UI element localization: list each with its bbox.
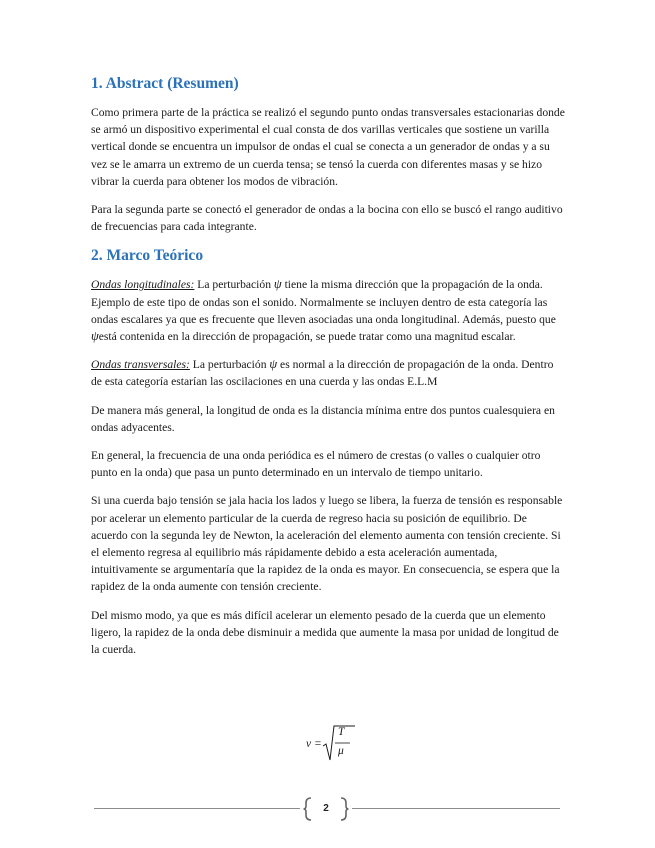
paragraph-ondas-longitudinales: Ondas longitudinales: La perturbación ψ tiene la misma dirección que la propagación de la onda. Ejemplo de este tipo de ondas son el sonido. Normalmente se incluyen dentro de esta categoría las ondas escalares ya que es frecuente que lleven asociadas una onda longitudinal. Además, puesto que ψestá contenida en la dirección de propagación, se puede tratar como una magnitud escalar. bbox=[91, 277, 556, 344]
square-root-sign bbox=[300, 724, 360, 764]
paragraph-ondas-transversales: Ondas transversales: La perturbación ψ es normal a la dirección de propagación de la onda. Dentro de esta categoría estarían las oscilaciones en una cuerda y las ondas E.L.M bbox=[91, 357, 554, 389]
term-ondas-longitudinales: Ondas longitudinales: bbox=[91, 278, 195, 292]
page-number: 2 bbox=[323, 803, 329, 814]
footer-rule-right bbox=[352, 808, 560, 809]
wave-speed-formula bbox=[300, 724, 360, 764]
paragraph-frecuencia: En general, la frecuencia de una onda periódica es el número de crestas (o valles o cualquier otro punto en la onda) que pasa un punto determinado en un intervalo de tiempo unitario. bbox=[91, 449, 541, 480]
formula-denominator: μ bbox=[338, 745, 344, 757]
psi-symbol: ψ bbox=[269, 357, 278, 372]
term-ondas-transversales: Ondas transversales: bbox=[91, 358, 190, 372]
paragraph-tension: Si una cuerda bajo tensión se jala hacia los lados y luego se libera, la fuerza de tensión es responsable por acelerar un elemento particular de la cuerda de regreso hacia su posición de equilibrio. De acuerdo con la segunda ley de Newton, la aceleración del elemento aumenta con tensión creciente. Si el elemento regresa al equilibrio más rápidamente debido a esta aceleración aumentada, intuitivamente se argumentaría que la rapidez de la onda es mayor. En consecuencia, se espera que la rapidez de la onda aumente con tensión creciente. bbox=[91, 494, 563, 594]
document-body bbox=[91, 74, 566, 669]
abstract-paragraph-1: Como primera parte de la práctica se realizó el segundo punto ondas transversales estacionarias donde se armó un dispositivo experimental el cual consta de dos varillas verticales que sostiene un varilla vertical donde se encuentra un impulsor de ondas el cual se conecta a un generador de ondas y a su vez se le amarra un extremo de un cuerda tensa; se tensó la cuerda con diferentes masas y se hizo vibrar la cuerda para obtener los modos de vibración. bbox=[91, 106, 565, 188]
right-brace-icon bbox=[339, 797, 349, 821]
paragraph-masa: Del mismo modo, ya que es más difícil acelerar un elemento pesado de la cuerda que un elemento ligero, la rapidez de la onda debe disminuir a medida que aumente la masa por unidad de longitud de la cuerda. bbox=[91, 608, 559, 657]
footer-rule-left bbox=[94, 808, 300, 809]
page-number-box bbox=[303, 797, 349, 821]
formula-lhs: v = bbox=[306, 738, 322, 750]
section-heading-abstract: 1. Abstract (Resumen) bbox=[91, 75, 239, 92]
section-heading-marco-teorico: 2. Marco Teórico bbox=[91, 247, 204, 265]
formula-numerator: T bbox=[338, 726, 345, 738]
psi-symbol: ψ bbox=[273, 277, 282, 292]
psi-symbol: ψ bbox=[91, 329, 99, 344]
paragraph-longitud-de-onda: De manera más general, la longitud de onda es la distancia mínima entre dos puntos cualesquiera en ondas adyacentes. bbox=[91, 403, 555, 434]
abstract-paragraph-2: Para la segunda parte se conectó el generador de ondas a la bocina con ello se buscó el rango auditivo de frecuencias para cada integrante. bbox=[91, 203, 563, 234]
